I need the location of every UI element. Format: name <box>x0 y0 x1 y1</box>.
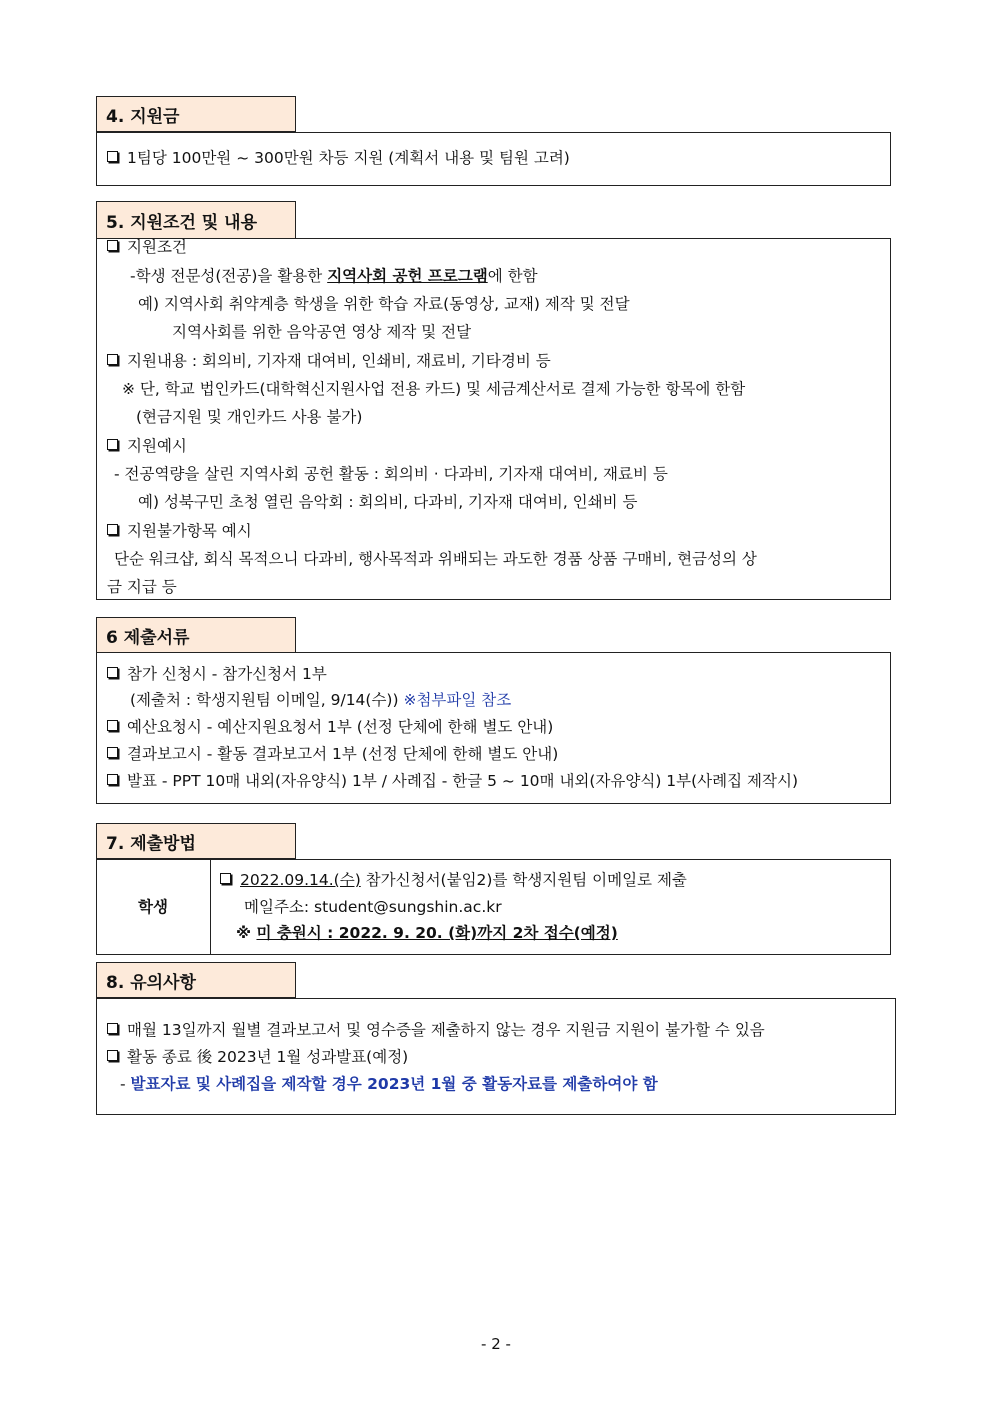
s7-student-label: 학생 <box>138 898 168 916</box>
checkbox-icon <box>107 1050 118 1061</box>
s6-line-2: (제출처 : 학생지원팀 이메일, 9/14(수)) ※첨부파일 참조 <box>130 691 512 709</box>
page-number: - 2 - <box>481 1335 511 1353</box>
checkbox-icon <box>107 151 118 162</box>
s5-nonsupport-line-2: 금 지급 등 <box>107 578 177 596</box>
s5-content-line-2: ※ 단, 학교 법인카드(대학혁신지원사업 전용 카드) 및 세금계산서로 결제 가능한 항목에 한함 <box>122 380 746 398</box>
s5-content-line-3: (현금지원 및 개인카드 사용 불가) <box>136 408 363 426</box>
s5-conditions-line-1: -학생 전문성(전공)을 활용한 지역사회 공헌 프로그램에 한함 <box>130 267 538 285</box>
s5-conditions-line-3: 지역사회를 위한 음악공연 영상 제작 및 전달 <box>172 323 472 341</box>
section-6-title: 6 제출서류 <box>96 617 296 653</box>
checkbox-icon <box>107 439 118 450</box>
s7-line-3: ※ 미 충원시 : 2022. 9. 20. (화)까지 2차 접수(예정) <box>236 924 618 942</box>
s8-line-3: - 발표자료 및 사례집을 제작할 경우 2023년 1월 중 활동자료를 제출하여야 함 <box>120 1075 658 1093</box>
checkbox-icon <box>107 667 118 678</box>
s4-line-1: 1팀당 100만원 ~ 300만원 차등 지원 (계획서 내용 및 팀원 고려) <box>107 148 570 168</box>
s8-line-1: 매월 13일까지 월별 결과보고서 및 영수증을 제출하지 않는 경우 지원금 지원이 불가할 수 있음 <box>107 1020 765 1040</box>
section-7-title: 7. 제출방법 <box>96 823 296 859</box>
section-8-title: 8. 유의사항 <box>96 962 296 998</box>
s5-nonsupport-line-1: 단순 워크샵, 회식 목적으니 다과비, 행사목적과 위배되는 과도한 경품 상품 구매비, 현금성의 상 <box>114 550 757 568</box>
section-7-divider <box>210 859 211 955</box>
s6-line-4: 결과보고시 - 활동 결과보고서 1부 (선정 단체에 한해 별도 안내) <box>107 744 558 764</box>
s5-conditions-line-2: 예) 지역사회 취약계층 학생을 위한 학습 자료(동영상, 교재) 제작 및 전달 <box>138 295 630 313</box>
s5-content-line-1: 지원내용 : 회의비, 기자재 대여비, 인쇄비, 재료비, 기타경비 등 <box>107 351 551 371</box>
s5-examples-head: 지원예시 <box>107 436 187 456</box>
s6-line-5: 발표 - PPT 10매 내외(자유양식) 1부 / 사례집 - 한글 5 ~ 10매 내외(자유양식) 1부(사례집 제작시) <box>107 771 798 791</box>
s5-conditions-head: 지원조건 <box>107 237 187 257</box>
checkbox-icon <box>107 720 118 731</box>
s8-line-2: 활동 종료 後 2023년 1월 성과발표(예정) <box>107 1047 408 1067</box>
section-5-title: 5. 지원조건 및 내용 <box>96 201 296 239</box>
checkbox-icon <box>107 354 118 365</box>
s5-examples-line-2: 예) 성북구민 초청 열린 음악회 : 회의비, 다과비, 기자재 대여비, 인쇄비 등 <box>138 493 638 511</box>
checkbox-icon <box>107 774 118 785</box>
checkbox-icon <box>220 873 231 884</box>
checkbox-icon <box>107 747 118 758</box>
s6-line-1: 참가 신청시 - 참가신청서 1부 <box>107 664 327 684</box>
checkbox-icon <box>107 240 118 251</box>
s5-examples-line-1: - 전공역량을 살린 지역사회 공헌 활동 : 회의비 · 다과비, 기자재 대여비, 재료비 등 <box>114 465 668 483</box>
checkbox-icon <box>107 524 118 535</box>
s7-line-1: 2022.09.14.(수) 참가신청서(붙임2)를 학생지원팀 이메일로 제출 <box>220 870 687 890</box>
checkbox-icon <box>107 1023 118 1034</box>
s5-nonsupport-head: 지원불가항목 예시 <box>107 521 252 541</box>
s6-line-3: 예산요청시 - 예산지원요청서 1부 (선정 단체에 한해 별도 안내) <box>107 717 553 737</box>
section-4-title: 4. 지원금 <box>96 96 296 132</box>
s7-line-2: 메일주소: student@sungshin.ac.kr <box>244 898 502 916</box>
